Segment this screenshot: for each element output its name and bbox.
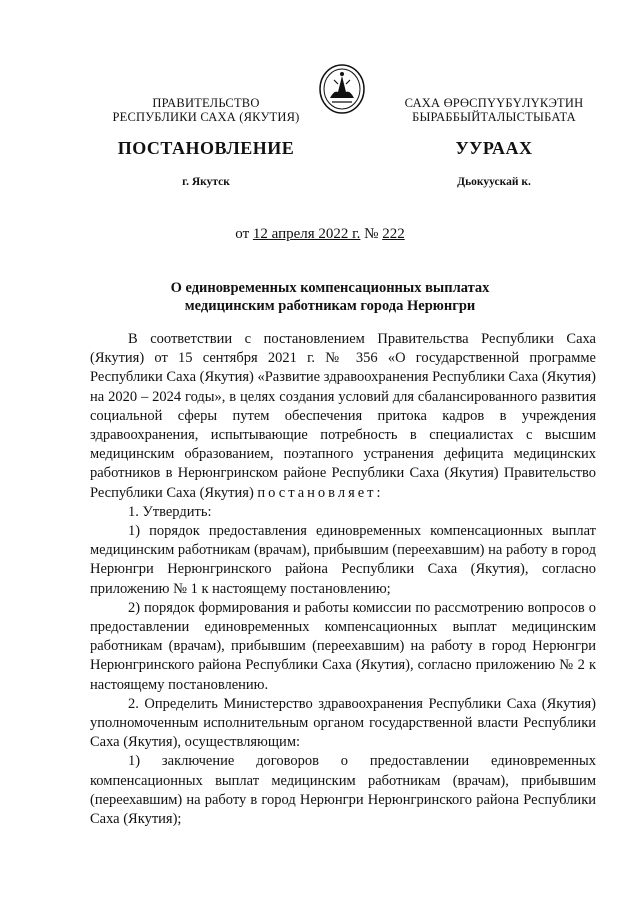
paragraph-1-2: 2) порядок формирования и работы комиссии по рассмотрению вопросов о предоставлении единовременных компенсационных выплат медицинским работникам (врачам), прибывшим (переехавшим) на работу в город Нерюнгри Нерюнгринского района Республики Саха (Якутия), согласно приложению № 2 к настоящему постановлению. — [90, 599, 596, 693]
paragraph-1-1: 1) порядок предоставления единовременных компенсационных выплат медицинским работникам (врачам), прибывшим (переехавшим) на работу в город Нерюнгри Нерюнгринского района Республики Саха (Якутия), согласно приложению № 1 к настоящему постановлению; — [90, 523, 596, 597]
city-ru: г. Якутск — [182, 176, 230, 188]
doc-date: 12 апреля 2022 г. — [252, 226, 361, 242]
header-org-right-line1: САХА ӨРӨСПҮҮБҮЛҮКЭТИН — [404, 96, 584, 110]
header-org-right — [384, 96, 604, 124]
doc-type-title-ru: ПОСТАНОВЛЕНИЕ — [117, 138, 295, 158]
preamble-paragraph — [90, 330, 596, 503]
header-org-left-line2: РЕСПУБЛИКИ САХА (ЯКУТИЯ) — [112, 110, 300, 124]
header-org-left — [96, 96, 316, 124]
header-org-right-line2: БЫРАББЫЙТАЛЫСТЫБАТА — [412, 110, 576, 124]
doc-type-title-sah: УУРААХ — [455, 138, 533, 158]
resolves-word: постановляет: — [257, 484, 384, 501]
header-org-left-line1: ПРАВИТЕЛЬСТВО — [152, 96, 260, 110]
city-sah: Дьокуускай к. — [457, 176, 531, 188]
number-label: № — [360, 226, 383, 242]
paragraph-1: 1. Утвердить: — [128, 503, 212, 520]
document-body — [90, 330, 596, 829]
document-title — [120, 279, 540, 315]
paragraph-2-1: 1) заключение договоров о предоставлении единовременных компенсационных выплат медицинским работникам (врачам), прибывшим (переехавшим) на работу в город Нерюнгри Нерюнгринского района Республики Саха (Якутия); — [90, 753, 596, 828]
date-prefix: от — [235, 226, 253, 242]
republic-emblem-icon — [318, 62, 366, 114]
paragraph-2: 2. Определить Министерство здравоохранения Республики Саха (Якутия) уполномоченным исполнительным органом государственной власти Республики Саха (Якутия), осуществляющим: — [90, 695, 596, 751]
preamble-text: В соответствии с постановлением Правительства Республики Саха (Якутия) от 15 сентября 2021 г. № 356 «О государственной программе Республики Саха (Якутия) «Развитие здравоохранения Республики Саха (Якутия) на 2020 – 2024 годы», в целях создания условий для сбалансированного развития социальной сферы путем обеспечения притока кадров в учреждения здравоохранения, испытывающие потребность в специалистах с высшим медицинским образованием, поэтапного устранения дефицита медицинских работников в Нерюнгринском районе Республики Саха (Якутия) Правительство Республики Саха (Якутия) — [90, 331, 596, 501]
date-number-line — [0, 226, 640, 243]
document-title-line2: медицинским работникам города Нерюнгри — [184, 298, 476, 314]
doc-number: 222 — [382, 226, 405, 242]
document-title-line1: О единовременных компенсационных выплатах — [170, 280, 490, 296]
